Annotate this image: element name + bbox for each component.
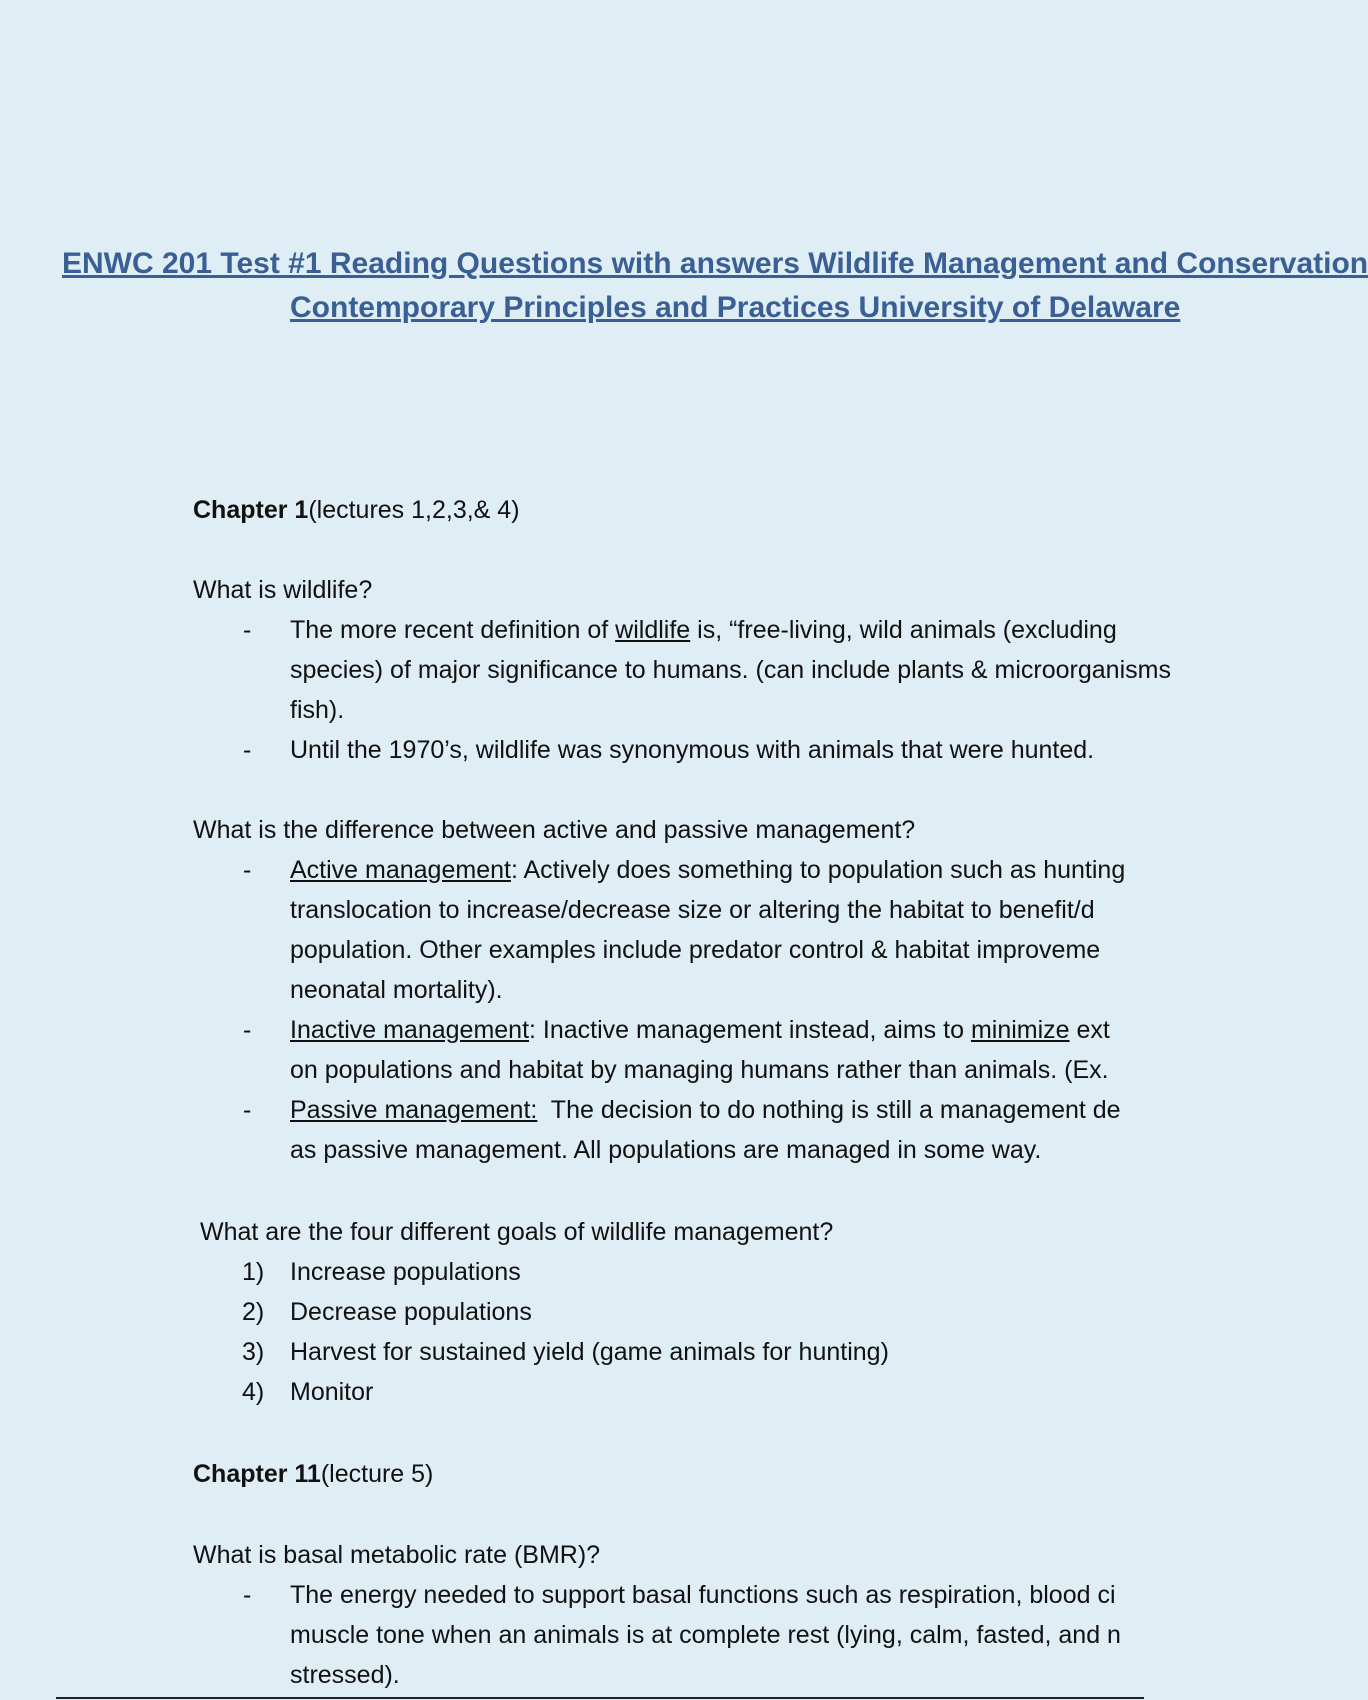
bmr-line-2: muscle tone when an animals is at complete rest (lying, calm, fasted, and n <box>290 1621 1121 1649</box>
bullet-dash: - <box>243 736 252 764</box>
list-item: Harvest for sustained yield (game animals for hunting) <box>290 1338 889 1366</box>
list-item: Monitor <box>290 1378 374 1406</box>
wildlife-definition-line-3: fish). <box>290 696 345 724</box>
text-span: The decision to do nothing is still a management de <box>537 1096 1121 1124</box>
bullet-dash: - <box>243 1581 252 1609</box>
term-passive-management: Passive management: <box>290 1096 538 1124</box>
question-wildlife: What is wildlife? <box>193 576 373 604</box>
bullet-dash: - <box>243 1016 252 1044</box>
title-line-2: Contemporary Principles and Practices University of Delaware <box>290 291 1181 324</box>
active-line-3: population. Other examples include predator control & habitat improveme <box>290 936 1101 964</box>
bmr-line-1: The energy needed to support basal functions such as respiration, blood ci <box>290 1581 1116 1609</box>
term-active-management: Active management <box>290 856 511 884</box>
passive-line-2: as passive management. All populations are managed in some way. <box>290 1136 1042 1164</box>
list-item: Increase populations <box>290 1258 521 1286</box>
bullet-dash: - <box>243 616 252 644</box>
text-span: : Actively does something to population such as hunting <box>510 856 1126 884</box>
chapter-1-heading <box>193 490 520 530</box>
bullet-dash: - <box>243 1096 252 1124</box>
chapter-11-heading <box>193 1454 433 1494</box>
document-title <box>62 242 1368 330</box>
wildlife-definition-line-1 <box>290 610 1117 650</box>
text-span: : Inactive management instead, aims to <box>529 1016 971 1044</box>
term-wildlife: wildlife <box>615 616 691 644</box>
text-span: is, “free-living, wild animals (excluding <box>690 616 1117 644</box>
title-line-1: ENWC 201 Test #1 Reading Questions with answers Wildlife Management and Conservation <box>62 247 1368 280</box>
wildlife-definition-line-2: species) of major significance to humans. (can include plants & microorganisms <box>290 656 1171 684</box>
chapter-1-heading-bold: Chapter 1 <box>193 496 309 524</box>
active-line-4: neonatal mortality). <box>290 976 503 1004</box>
question-bmr: What is basal metabolic rate (BMR)? <box>193 1541 601 1569</box>
term-minimize: minimize <box>970 1016 1070 1044</box>
chapter-1-heading-rest: (lectures 1,2,3,& 4) <box>308 496 520 524</box>
inactive-line-1 <box>290 1010 1110 1050</box>
chapter-11-heading-rest: (lecture 5) <box>320 1460 434 1488</box>
bottom-divider <box>56 1697 1144 1699</box>
inactive-line-2: on populations and habitat by managing humans rather than animals. (Ex. <box>290 1056 1109 1084</box>
bullet-dash: - <box>243 856 252 884</box>
text-span: ext <box>1069 1016 1110 1044</box>
active-line-1 <box>290 850 1125 890</box>
list-number: 1) <box>242 1258 265 1286</box>
active-line-2: translocation to increase/decrease size or altering the habitat to benefit/d <box>290 896 1095 924</box>
list-number: 3) <box>242 1338 265 1366</box>
question-four-goals: What are the four different goals of wildlife management? <box>200 1218 834 1246</box>
question-active-passive: What is the difference between active and passive management? <box>193 816 916 844</box>
text-span: The more recent definition of <box>290 616 616 644</box>
bmr-line-3: stressed). <box>290 1661 400 1689</box>
term-inactive-management: Inactive management <box>290 1016 530 1044</box>
passive-line-1 <box>290 1090 1121 1130</box>
list-item: Decrease populations <box>290 1298 532 1326</box>
list-number: 2) <box>242 1298 265 1326</box>
wildlife-history: Until the 1970’s, wildlife was synonymous with animals that were hunted. <box>290 736 1095 764</box>
list-number: 4) <box>242 1378 265 1406</box>
chapter-11-heading-bold: Chapter 11 <box>193 1460 321 1488</box>
